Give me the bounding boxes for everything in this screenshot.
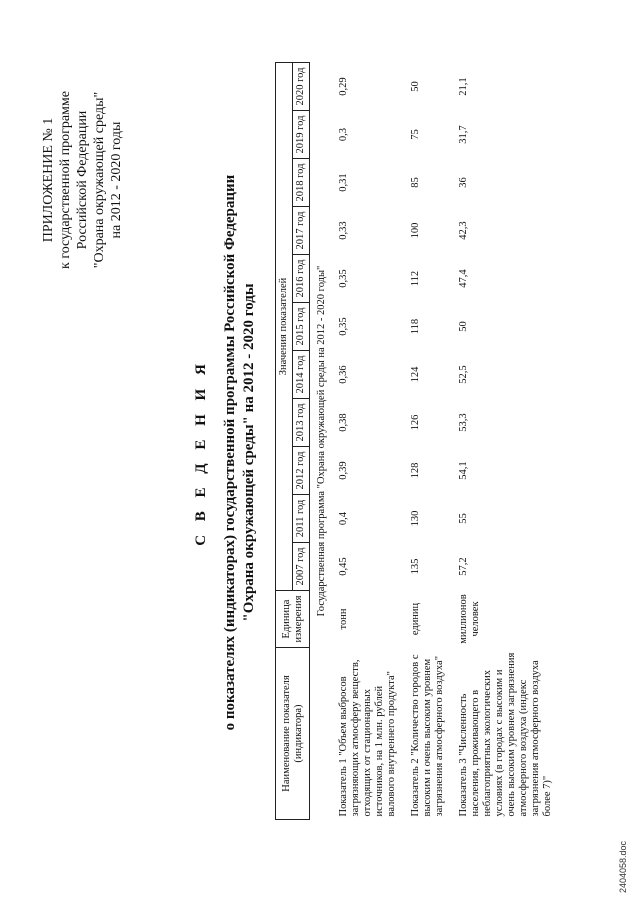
indicator-value: 36 [458, 177, 469, 188]
indicator-value: 112 [410, 270, 421, 287]
document-title: С В Е Д Е Н И Я [193, 359, 209, 546]
indicator-value: 0,35 [338, 269, 349, 288]
indicator-value: 47,4 [458, 269, 469, 288]
indicator-value: 0,36 [338, 365, 349, 384]
indicator-value: 0,38 [338, 413, 349, 432]
indicator-value: 0,39 [338, 461, 349, 480]
indicator-value: 128 [410, 462, 421, 479]
indicator-value: 54,1 [458, 461, 469, 480]
header-year: 2011 год [293, 495, 310, 543]
document-subtitle: о показателях (индикаторах) государственной программы Российской Федерации [222, 174, 238, 731]
header-year: 2007 год [293, 543, 310, 591]
appendix-line: "Охрана окружающей среды" [92, 91, 107, 269]
appendix-line: к государственной программе [58, 91, 73, 269]
indicator-value: 0,31 [338, 173, 349, 192]
appendix-header [40, 40, 125, 320]
header-year: 2014 год [293, 351, 310, 399]
indicator-value: 0,33 [338, 221, 349, 240]
header-year: 2015 год [293, 303, 310, 351]
indicator-unit: тонн [338, 608, 349, 630]
header-values: Значения показателей [276, 63, 293, 591]
indicator-value: 85 [410, 177, 421, 188]
indicator-name: Показатель 3 "Численность населения, проживающего в неблагоприятных экологических условиях (в городах с высоким и очень высоким уровнем загрязнения атмосферного воздуха (индекс загрязнения атмосферного воздуха более 7)" [458, 652, 553, 817]
indicator-value: 55 [458, 513, 469, 524]
indicator-value: 0,4 [338, 511, 349, 526]
header-unit: Единица измерения [276, 591, 310, 648]
header-year: 2019 год [293, 111, 310, 159]
table-row [404, 63, 452, 820]
header-year: 2018 год [293, 159, 310, 207]
indicator-value: 57,2 [458, 557, 469, 576]
table-row [332, 63, 404, 820]
indicator-value: 42,3 [458, 221, 469, 240]
program-label: Государственная программа "Охрана окружающей среды на 2012 - 2020 годы" [316, 265, 327, 617]
indicator-value: 53,3 [458, 413, 469, 432]
header-name: Наименование показателя (индикатора) [276, 648, 310, 820]
document-subtitle: "Охрана окружающей среды" на 2012 - 2020 годы [241, 283, 257, 622]
indicator-unit: миллионов человек [458, 594, 481, 644]
indicator-value: 118 [410, 318, 421, 335]
indicator-value: 135 [410, 558, 421, 575]
header-year: 2020 год [293, 63, 310, 111]
indicator-value: 0,3 [338, 127, 349, 142]
indicator-value: 50 [410, 81, 421, 92]
indicator-value: 100 [410, 222, 421, 239]
header-year: 2012 год [293, 447, 310, 495]
header-year: 2017 год [293, 207, 310, 255]
indicator-value: 124 [410, 366, 421, 383]
indicator-value: 52,5 [458, 365, 469, 384]
indicators-table [275, 62, 560, 820]
indicator-value: 21,1 [458, 77, 469, 96]
header-year: 2016 год [293, 255, 310, 303]
indicator-value: 126 [410, 414, 421, 431]
program-row [310, 63, 333, 820]
indicator-value: 0,29 [338, 77, 349, 96]
indicator-value: 0,45 [338, 557, 349, 576]
indicator-value: 130 [410, 510, 421, 527]
indicator-name: Показатель 1 "Объем выбросов загрязняющих атмосферу веществ, отходящих от стационарных источников, на 1 млн. рублей валового внутреннего продукта" [338, 659, 397, 817]
appendix-line: на 2012 - 2020 годы [109, 121, 124, 239]
indicator-value: 50 [458, 321, 469, 332]
appendix-line: ПРИЛОЖЕНИЕ № 1 [41, 117, 56, 243]
indicator-name: Показатель 2 "Количество городов с высоким и очень высоким уровнем загрязнения атмосферного воздуха" [410, 654, 445, 817]
header-year: 2013 год [293, 399, 310, 447]
file-name-footer: 2404058.doc [618, 840, 628, 893]
indicator-value: 75 [410, 129, 421, 140]
appendix-line: Российской Федерации [75, 110, 90, 250]
table-row [452, 63, 560, 820]
indicator-value: 0,35 [338, 317, 349, 336]
indicator-value: 31,7 [458, 125, 469, 144]
indicator-unit: единиц [410, 602, 421, 636]
